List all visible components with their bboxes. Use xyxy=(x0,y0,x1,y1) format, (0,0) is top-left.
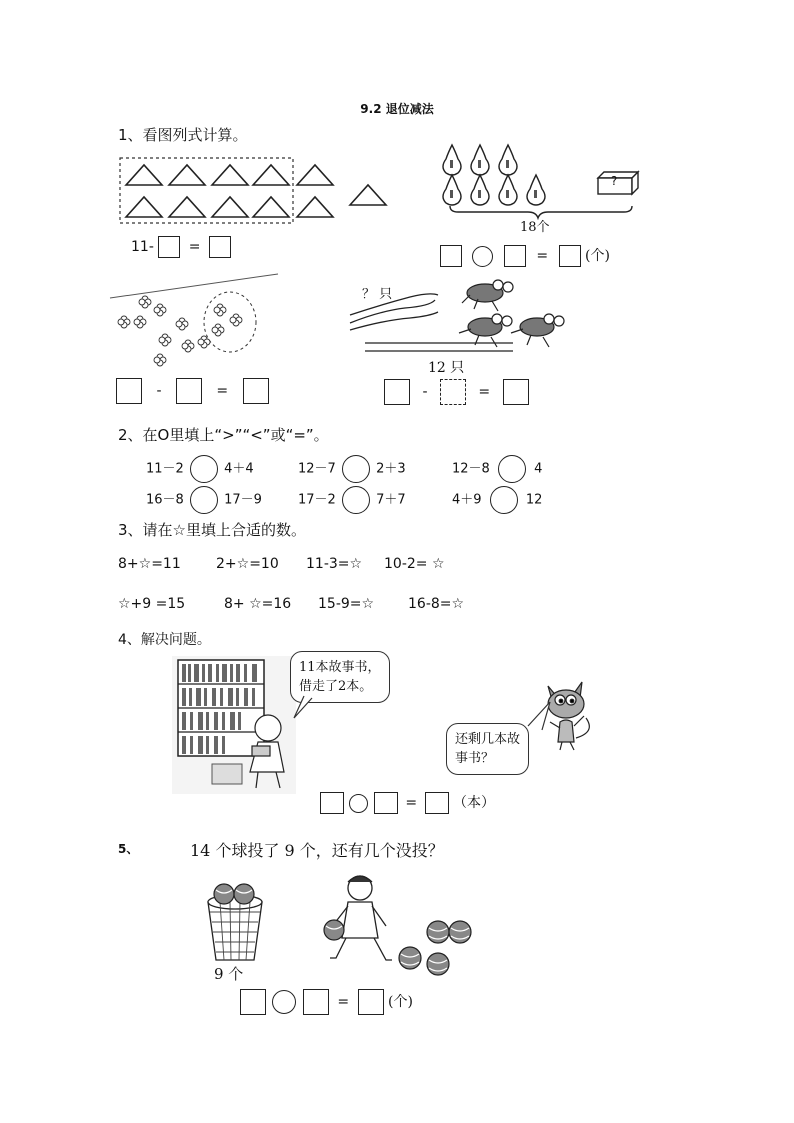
star-equation: ☆+9 =15 xyxy=(118,596,186,612)
compare-item xyxy=(452,486,542,514)
answer-box[interactable] xyxy=(425,792,449,814)
q5-question: 14 个球投了 9 个，还有几个没投？ xyxy=(190,841,444,860)
frogs-total-label: 12 只 xyxy=(428,360,465,376)
compare-left: 4＋9 xyxy=(452,492,482,508)
bubble-text: 11本故事书， xyxy=(299,660,381,675)
basket-count-label: 9 个 xyxy=(214,965,244,983)
star-equation: 2+☆=10 xyxy=(216,556,279,572)
operator-circle[interactable] xyxy=(272,990,296,1014)
answer-box[interactable] xyxy=(320,792,344,814)
compare-circle[interactable] xyxy=(498,455,526,483)
star-equation: 8+ ☆=16 xyxy=(224,596,292,612)
compare-item xyxy=(146,486,262,514)
answer-box[interactable] xyxy=(374,792,398,814)
operator-circle[interactable] xyxy=(349,794,368,813)
compare-right: 7＋7 xyxy=(376,492,406,508)
box-question-mark: ? xyxy=(611,174,618,188)
compare-left: 12－8 xyxy=(452,461,490,477)
compare-right: 17－9 xyxy=(224,492,262,508)
q1-heading: 1、看图列式计算。 xyxy=(118,126,248,144)
compare-left: 17－2 xyxy=(298,492,336,508)
compare-item xyxy=(146,455,254,483)
answer-box[interactable] xyxy=(243,378,269,404)
answer-box[interactable] xyxy=(209,236,231,258)
answer-box[interactable] xyxy=(503,379,529,405)
compare-circle[interactable] xyxy=(342,486,370,514)
answer-box[interactable] xyxy=(240,989,266,1015)
answer-box[interactable] xyxy=(559,245,581,267)
answer-box[interactable] xyxy=(358,989,384,1015)
answer-box[interactable] xyxy=(440,245,462,267)
bubble-text: 事书？ xyxy=(455,751,495,766)
remaining-balls xyxy=(396,918,476,980)
star-equation: 11-3=☆ xyxy=(306,556,363,572)
q1d-equation xyxy=(384,379,529,405)
mystery-box-icon xyxy=(598,172,638,194)
compare-right: 4＋4 xyxy=(224,461,254,477)
pears-total-label: 18个 xyxy=(520,220,550,235)
frogs-question-label: ？ 只 xyxy=(362,287,393,302)
compare-circle[interactable] xyxy=(490,486,518,514)
triangles-figure xyxy=(118,155,398,230)
unit-label: （本） xyxy=(453,795,495,811)
q1a-minuend: 11- xyxy=(131,239,154,255)
bookshelf-illustration xyxy=(172,656,297,796)
answer-box[interactable] xyxy=(116,378,142,404)
equals-sign: = xyxy=(188,239,201,255)
compare-item xyxy=(452,455,542,483)
star-equation: 16-8=☆ xyxy=(408,596,465,612)
flowers-figure xyxy=(110,272,285,372)
equals-sign: = xyxy=(478,384,491,400)
q5-equation xyxy=(240,989,413,1015)
minus-sign: - xyxy=(422,384,428,400)
unit-label: (个) xyxy=(388,994,413,1010)
basket-icon xyxy=(208,895,262,960)
ball-icon xyxy=(399,947,421,969)
compare-right: 12 xyxy=(525,492,543,508)
answer-box[interactable] xyxy=(158,236,180,258)
compare-circle[interactable] xyxy=(342,455,370,483)
star-equation: 10-2= ☆ xyxy=(384,556,445,572)
boy-throwing-illustration xyxy=(318,872,398,982)
frogs-figure xyxy=(345,275,565,360)
q1b-equation xyxy=(440,245,610,267)
q4-heading: 4、解决问题。 xyxy=(118,632,211,648)
compare-circle[interactable] xyxy=(190,455,218,483)
q5-number: 5、 xyxy=(118,842,139,856)
equals-sign: = xyxy=(405,795,418,811)
q3-heading: 3、请在☆里填上合适的数。 xyxy=(118,521,306,539)
q1a-equation xyxy=(131,236,231,258)
bubble-text: 还剩几本故 xyxy=(455,732,521,747)
equals-sign: = xyxy=(216,383,229,399)
basket-illustration xyxy=(200,880,270,965)
boy-icon xyxy=(330,876,392,960)
compare-right: 2＋3 xyxy=(376,461,406,477)
speech-bubble-question xyxy=(446,723,529,775)
bubble-tail xyxy=(290,690,320,720)
page-title: 9.2 退位减法 xyxy=(360,102,434,116)
bubble-text: 借走了2本。 xyxy=(299,679,373,694)
answer-box[interactable] xyxy=(384,379,410,405)
compare-item xyxy=(298,486,406,514)
unit-label: (个) xyxy=(585,248,610,264)
minus-sign: - xyxy=(156,383,162,399)
compare-circle[interactable] xyxy=(190,486,218,514)
ball-icon xyxy=(324,920,344,940)
equals-sign: = xyxy=(536,248,549,264)
operator-circle[interactable] xyxy=(472,246,493,267)
equals-sign: = xyxy=(337,994,350,1010)
compare-right: 4 xyxy=(534,461,543,477)
answer-box[interactable] xyxy=(303,989,329,1015)
answer-box[interactable] xyxy=(176,378,202,404)
q2-heading: 2、在O里填上“>”“<”或“=”。 xyxy=(118,426,329,444)
compare-left: 11－2 xyxy=(146,461,184,477)
ball-icon xyxy=(449,921,471,943)
q4-equation xyxy=(320,792,495,814)
pear-icon xyxy=(443,145,545,205)
compare-item xyxy=(298,455,406,483)
answer-box[interactable] xyxy=(504,245,526,267)
answer-box[interactable] xyxy=(440,379,466,405)
ball-icon xyxy=(427,953,449,975)
flower-icon xyxy=(118,296,242,366)
star-equation: 15-9=☆ xyxy=(318,596,375,612)
compare-left: 16－8 xyxy=(146,492,184,508)
compare-left: 12－7 xyxy=(298,461,336,477)
q1c-equation xyxy=(116,378,269,404)
frog-icon xyxy=(459,280,564,347)
bubble-tail xyxy=(526,698,556,732)
ball-icon xyxy=(427,921,449,943)
star-equation: 8+☆=11 xyxy=(118,556,181,572)
